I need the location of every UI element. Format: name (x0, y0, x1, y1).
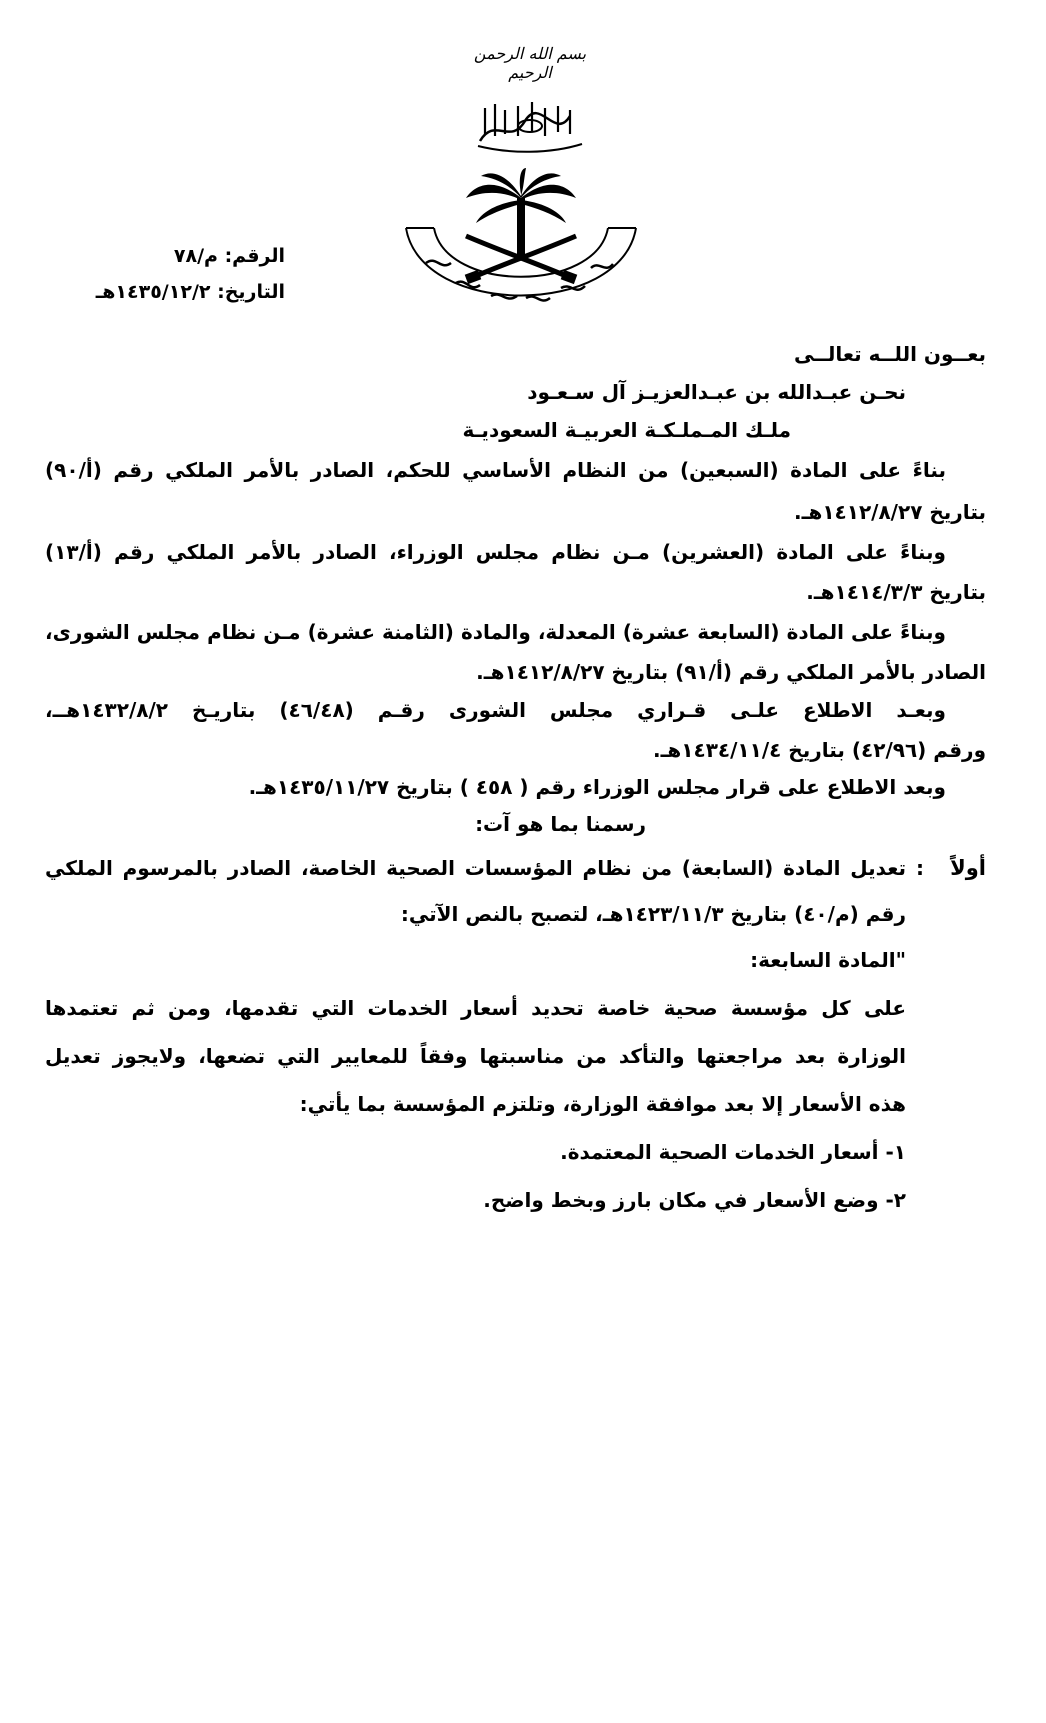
preamble-line-1: بعــون اللــه تعالــى (793, 342, 986, 366)
first-colon: : (916, 856, 924, 880)
clause-2-line-1: وبناءً على المادة (العشرين) مـن نظام مجلس الوزراء، الصادر بالأمر الملكي رقم (أ/١٣) (45, 540, 946, 564)
article-body-line-1: على كل مؤسسة صحية خاصة تحديد أسعار الخدمات التي تقدمها، ومن ثم تعتمدها (45, 996, 906, 1020)
shahada-calligraphy-icon (470, 96, 590, 156)
article-item-2: ٢- وضع الأسعار في مكان بارز وبخط واضح. (483, 1188, 906, 1212)
article-body-line-2: الوزارة بعد مراجعتها والتأكد من مناسبتها وفقاً للمعايير التي تضعها، ولايجوز تعديل (45, 1044, 906, 1068)
article-body-line-3: هذه الأسعار إلا بعد موافقة الوزارة، وتلتزم المؤسسة بما يأتي: (299, 1092, 906, 1116)
document-meta (55, 238, 285, 310)
clause-4-line-1: وبعـد الاطلاع علـى قـراري مجلس الشورى رقـم (٤٦/٤٨) بتاريـخ ١٤٣٢/٨/٢هــ، (45, 698, 946, 722)
first-label: أولاً (950, 856, 986, 880)
basmala-text: بسم الله الرحمن الرحيم (473, 44, 587, 82)
decree-intro: رسمنا بما هو آت: (475, 812, 646, 836)
kingdom-emblem-icon (386, 168, 656, 343)
clause-5: وبعد الاطلاع على قرار مجلس الوزراء رقم ( ٤٥٨ ) بتاريخ ١٤٣٥/١١/٢٧هـ. (248, 775, 946, 799)
preamble-line-3: ملـك المـملـكـة العربيـة السعوديـة (462, 418, 791, 442)
first-line-2: رقم (م/٤٠) بتاريخ ١٤٢٣/١١/٣هـ، لتصبح بالنص الآتي: (400, 902, 906, 926)
preamble-line-2: نحـن عبـدالله بن عبـدالعزيـز آل سـعـود (527, 380, 906, 404)
document-number: الرقم: م/٧٨ (173, 245, 285, 267)
article-title: "المادة السابعة: (750, 948, 906, 972)
clause-1-line-1: بناءً على المادة (السبعين) من النظام الأساسي للحكم، الصادر بالأمر الملكي رقم (أ/٩٠) (45, 458, 946, 482)
document-date: التاريخ: ١٤٣٥/١٢/٢هـ (95, 281, 285, 303)
clause-2-line-2: بتاريخ ١٤١٤/٣/٣هـ. (806, 580, 986, 604)
article-item-1: ١- أسعار الخدمات الصحية المعتمدة. (560, 1140, 906, 1164)
clause-3-line-1: وبناءً على المادة (السابعة عشرة) المعدلة، والمادة (الثامنة عشرة) مـن نظام مجلس الشورى، (45, 620, 946, 644)
clause-1-line-2: بتاريخ ١٤١٢/٨/٢٧هـ. (794, 500, 986, 524)
first-line-1: تعديل المادة (السابعة) من نظام المؤسسات الصحية الخاصة، الصادر بالمرسوم الملكي (45, 856, 906, 880)
clause-3-line-2: الصادر بالأمر الملكي رقم (أ/٩١) بتاريخ ١٤١٢/٨/٢٧هـ. (476, 660, 986, 684)
clause-4-line-2: ورقم (٤٢/٩٦) بتاريخ ١٤٣٤/١١/٤هـ. (652, 738, 986, 762)
